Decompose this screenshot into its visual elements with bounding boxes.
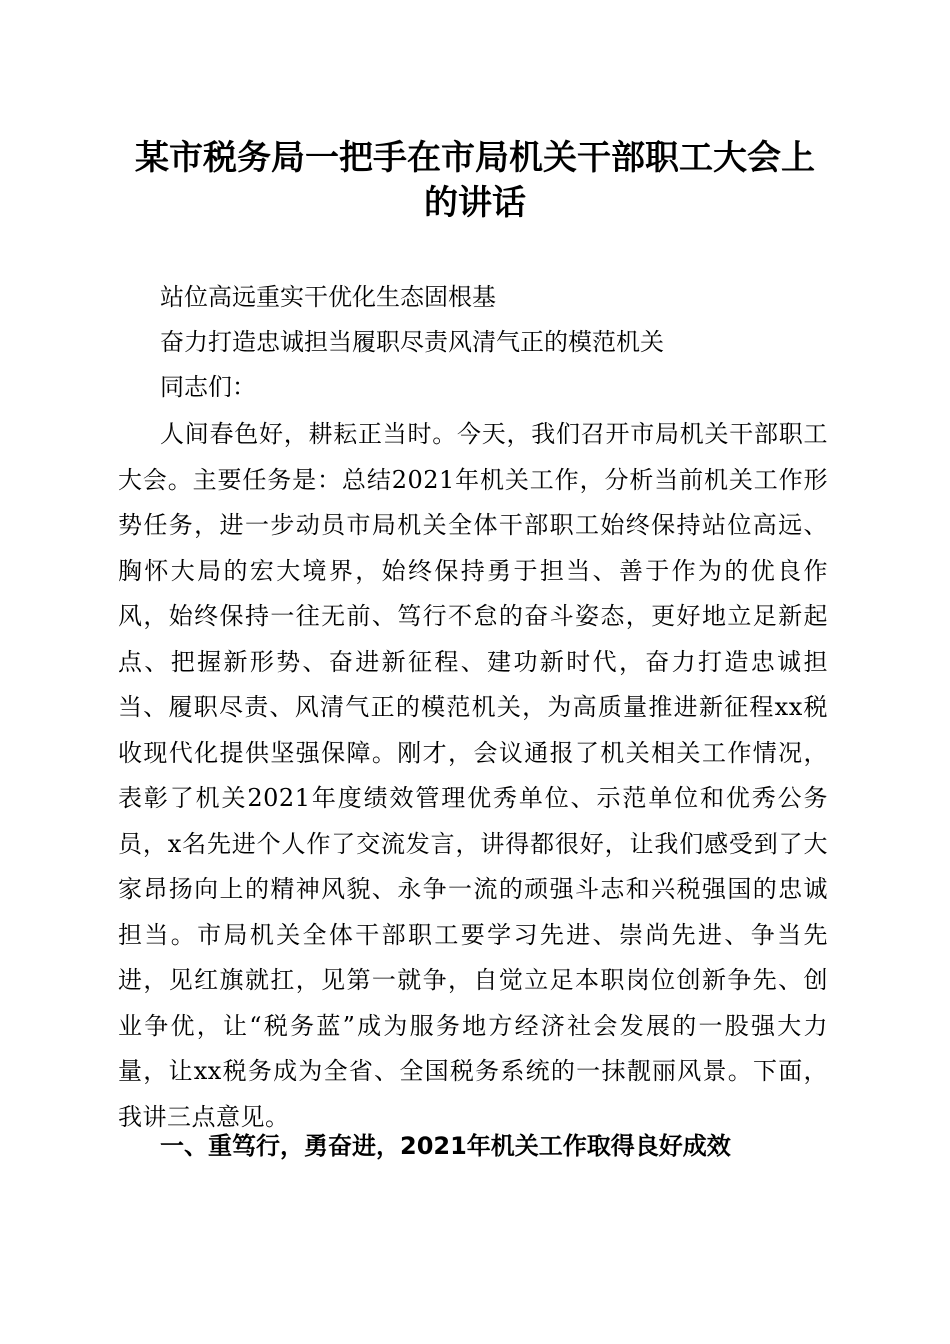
subtitle-line-2: 奋力打造忠诚担当履职尽责风清气正的模范机关	[160, 328, 664, 356]
section-heading-1: 一、重笃行，勇奋进，2021年机关工作取得良好成效	[160, 1132, 731, 1160]
body-paragraph: 人间春色好，耕耘正当时。今天，我们召开市局机关干部职工大会。主要任务是：总结2021年机关工作，分析当前机关工作形势任务，进一步动员市局机关全体干部职工始终保持站位高远、胸怀大局的宏大境界，始终保持勇于担当、善于作为的优良作风，始终保持一往无前、笃行不怠的奋斗姿态，更好地立足新起点、把握新形势、奋进新征程、建功新时代，奋力打造忠诚担当、履职尽责、风清气正的模范机关，为高质量推进新征程xx税收现代化提供坚强保障。刚才，会议通报了机关相关工作情况，表彰了机关2021年度绩效管理优秀单位、示范单位和优秀公务员，x名先进个人作了交流发言，讲得都很好，让我们感受到了大家昂扬向上的精神风貌、永争一流的顽强斗志和兴税强国的忠诚担当。市局机关全体干部职工要学习先进、崇尚先进、争当先进，见红旗就扛，见第一就争，自觉立足本职岗位创新争先、创业争优，让“税务蓝”成为服务地方经济社会发展的一股强大力量，让xx税务成为全省、全国税务系统的一抹靓丽风景。下面，我讲三点意见。	[118, 420, 828, 1131]
title-line-1: 某市税务局一把手在市局机关干部职工大会上	[135, 138, 815, 178]
subtitle-line-1: 站位高远重实干优化生态固根基	[160, 283, 496, 311]
greeting: 同志们：	[160, 373, 256, 401]
title-line-2: 的讲话	[424, 183, 526, 223]
document-title	[100, 136, 850, 226]
